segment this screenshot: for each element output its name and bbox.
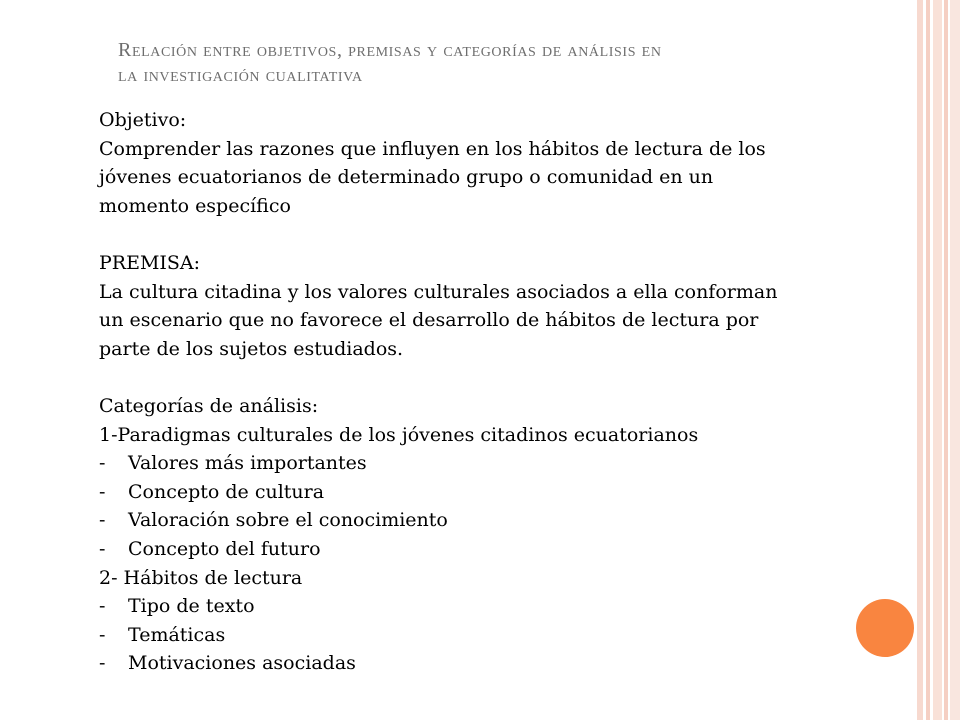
title-line-1: Relación entre objetivos, premisas y categorías de análisis en xyxy=(118,39,662,61)
category-item-label: Valores más importantes xyxy=(128,452,367,475)
bullet-dash: - xyxy=(99,652,106,675)
bullet-dash: - xyxy=(99,537,106,560)
category-item xyxy=(99,478,899,507)
decorative-stripe xyxy=(944,0,948,720)
bullet-dash: - xyxy=(99,595,106,618)
category-item-label: Concepto de cultura xyxy=(128,480,325,503)
spacer xyxy=(99,363,899,392)
category-item-label: Concepto del futuro xyxy=(128,537,321,560)
decorative-stripe xyxy=(917,0,923,720)
premise-line: La cultura citadina y los valores culturales asociados a ella conforman xyxy=(99,280,778,303)
objective-line: jóvenes ecuatorianos de determinado grupo o comunidad en un xyxy=(99,166,714,189)
premise-heading: PREMISA: xyxy=(99,251,201,274)
decorative-stripe xyxy=(933,0,942,720)
objective-line: Comprender las razones que influyen en los hábitos de lectura de los xyxy=(99,137,766,160)
category-item xyxy=(99,621,899,650)
category-item-label: Temáticas xyxy=(128,623,226,646)
bullet-dash: - xyxy=(99,509,106,532)
category-item xyxy=(99,506,899,535)
decorative-stripe xyxy=(926,0,930,720)
bullet-dash: - xyxy=(99,480,106,503)
objective-line: momento específico xyxy=(99,194,291,217)
categories-heading: Categorías de análisis: xyxy=(99,394,319,417)
category-item xyxy=(99,592,899,621)
category-item-label: Tipo de texto xyxy=(128,595,255,618)
premise-line: un escenario que no favorece el desarrollo de hábitos de lectura por xyxy=(99,309,759,332)
decorative-stripe xyxy=(950,0,960,720)
slide-title xyxy=(118,38,898,88)
title-line-2: la investigación cualitativa xyxy=(118,64,363,86)
category-group-title: 2- Hábitos de lectura xyxy=(99,566,303,589)
slide-body xyxy=(99,106,899,678)
objective-heading: Objetivo: xyxy=(99,109,187,131)
premise-line: parte de los sujetos estudiados. xyxy=(99,337,404,360)
category-item-label: Motivaciones asociadas xyxy=(128,652,356,675)
spacer xyxy=(99,220,899,249)
bullet-dash: - xyxy=(99,623,106,646)
category-item xyxy=(99,449,899,478)
category-item xyxy=(99,535,899,564)
category-group-title: 1-Paradigmas culturales de los jóvenes citadinos ecuatorianos xyxy=(99,423,699,446)
bullet-dash: - xyxy=(99,452,106,475)
category-item-label: Valoración sobre el conocimiento xyxy=(128,509,448,532)
category-item xyxy=(99,649,899,678)
